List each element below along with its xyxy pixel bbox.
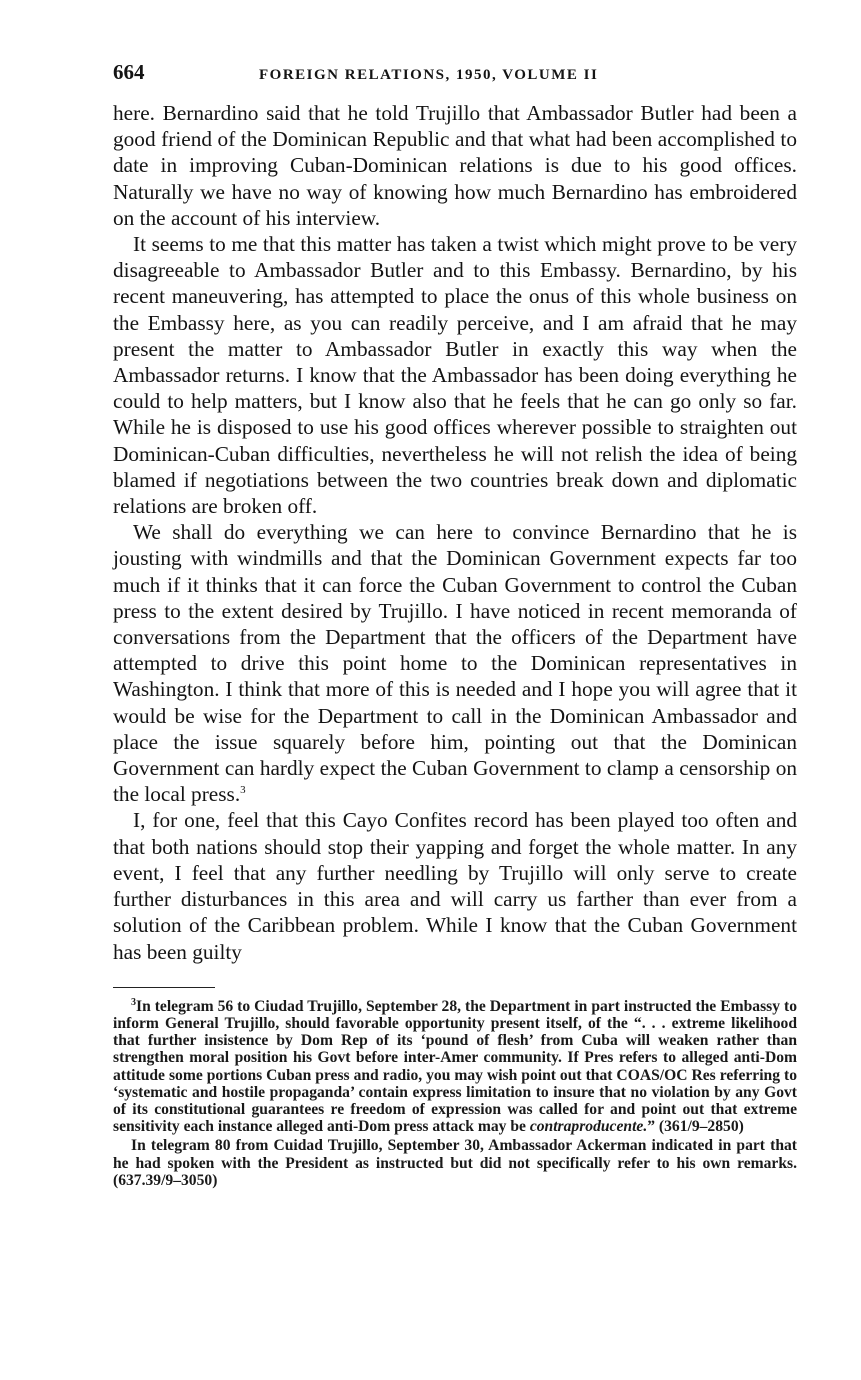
page-number: 664 [113, 60, 145, 84]
body-text [113, 100, 797, 965]
footnote-3-tail: ” (361/9–2850) [647, 1118, 744, 1136]
page-header [113, 60, 797, 100]
paragraph-3-text: We shall do everything we can here to convince Bernardino that he is jousting with windmills and that the Dominican Government expects far too much if it thinks that it can force the Cuban Government to control the Cuban press to the extent desired by Trujillo. I have noticed in recent memoranda of conversations from the Department that the officers of the Department have attempted to drive this point home to the Dominican representatives in Washington. I think that more of this is needed and I hope you will agree that it would be wise for the Department to call in the Dominican Ambassador and place the issue squarely before him, pointing out that the Dominican Government can hardly expect the Cuban Government to clamp a censorship on the local press. [113, 520, 797, 807]
paragraph-4: I, for one, feel that this Cayo Confites record has been played too often and that both nations should stop their yapping and forget the whole matter. In any event, I feel that any further needling by Trujillo will only serve to create further disturbances in this area and will carry us farther than ever from a solution of the Caribbean problem. While I know that the Cuban Government has been guilty [113, 808, 797, 964]
footnote-reference: 3 [240, 784, 246, 797]
footnote-mark: 3 [131, 996, 136, 1008]
footnotes [113, 998, 797, 1189]
footnote-3 [113, 998, 797, 1136]
paragraph-1: here. Bernardino said that he told Trujillo that Ambassador Butler had been a good friend of the Dominican Republic and that what had been accomplished to date in improving Cuban-Dominican relations is due to his good offices. Naturally we have no way of knowing how much Bernardino has embroidered on the account of his interview. [113, 101, 797, 230]
footnote-3-continued: In telegram 80 from Cuidad Trujillo, September 30, Ambassador Ackerman indicated in part that he had spoken with the President as instructed but did not specifically refer to his own remarks. (637.39/9–3050) [113, 1137, 797, 1189]
document-page [113, 60, 797, 1191]
paragraph-2: It seems to me that this matter has taken a twist which might prove to be very disagreeable to Ambassador Butler and to this Embassy. Bernardino, by his recent maneuvering, has attempted to place the onus of this whole business on the Embassy here, as you can readily perceive, and I am afraid that he may present the matter to Ambassador Butler in exactly this way when the Ambassador returns. I know that the Ambassador has been doing everything he could to help matters, but I know also that he feels that he can go only so far. While he is disposed to use his good offices wherever possible to straighten out Dominican-Cuban difficulties, nevertheless he will not relish the idea of being blamed if negotiations between the two countries break down and diplomatic relations are broken off. [113, 232, 797, 519]
footnote-3-text: In telegram 56 to Ciudad Trujillo, September 28, the Department in part instructed the Embassy to inform General Trujillo, should favorable opportunity present itself, of the “. . . extreme likelihood that further insistence by Dom Rep of its ‘pound of flesh’ from Cuba will weaken rather than strengthen moral position his Govt before inter-Amer community. If Pres refers to alleged anti-Dom attitude some portions Cuban press and radio, you may wish point out that COAS/OC Res referring to ‘systematic and hostile propaganda’ contain express limitation to insure that no violation by any Govt of its constitutional guarantees re freedom of expression was called for and point out that extreme sensitivity each instance alleged anti-Dom press attack may be [113, 997, 797, 1136]
footnote-3-italic: contraproducente. [529, 1118, 648, 1136]
footnote-divider [113, 987, 215, 988]
paragraph-3 [113, 519, 797, 807]
running-head: FOREIGN RELATIONS, 1950, VOLUME II [259, 67, 599, 83]
